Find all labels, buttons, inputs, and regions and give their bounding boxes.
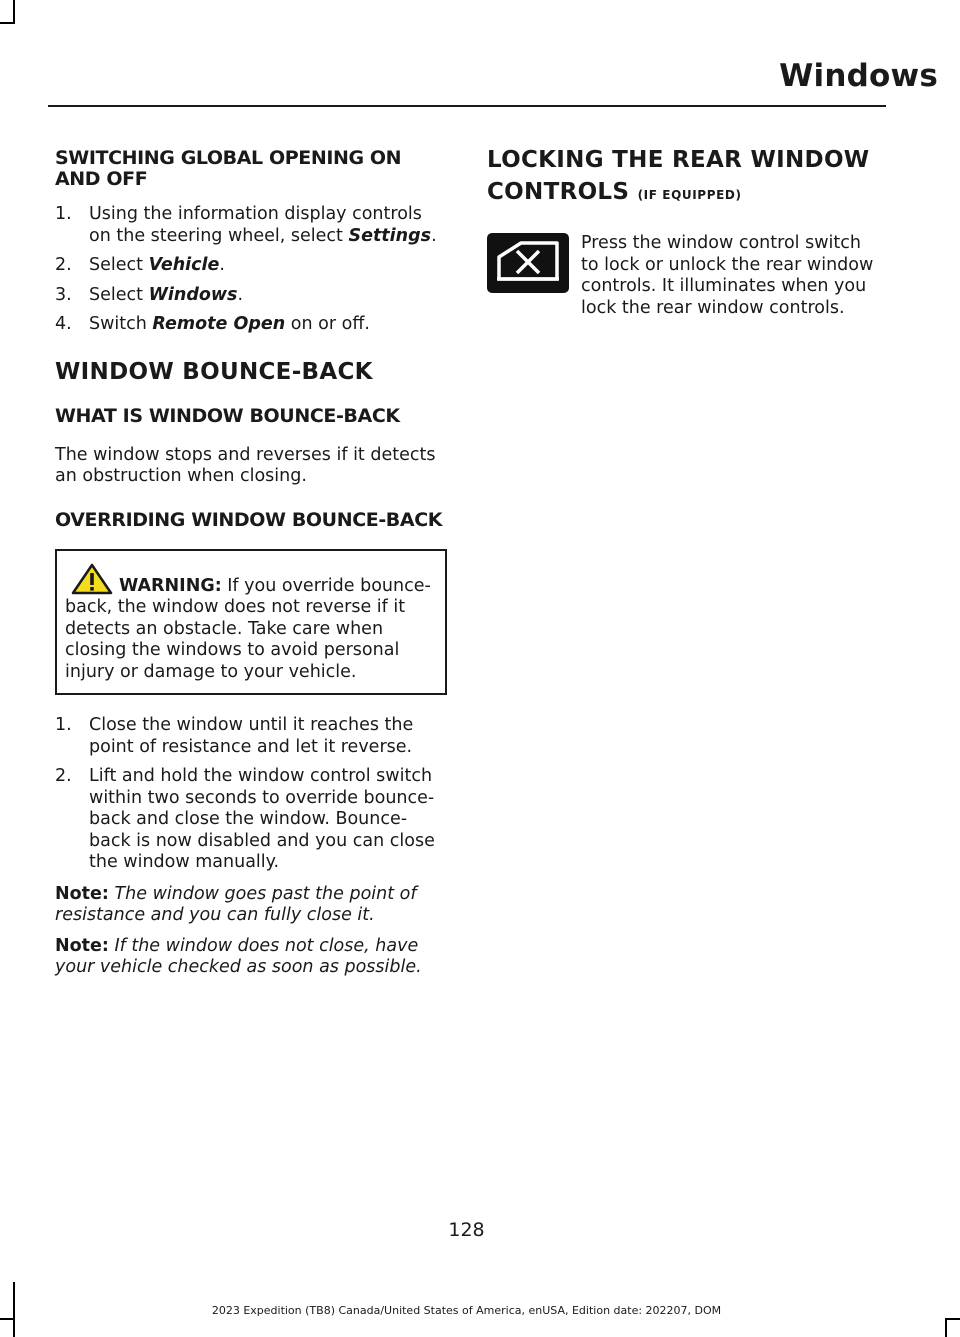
note xyxy=(55,884,447,927)
step-text: . xyxy=(431,225,437,246)
list-item xyxy=(55,204,447,247)
step-number: 3. xyxy=(55,284,72,305)
step-text: Using the information display controls on the steering wheel, select xyxy=(89,204,422,246)
note xyxy=(55,936,447,979)
left-column xyxy=(55,148,447,988)
header-divider xyxy=(48,105,886,107)
note-text: The window goes past the point of resistance and you can fully close it. xyxy=(55,883,417,925)
crop-mark xyxy=(13,0,15,22)
step-text: Switch xyxy=(89,314,153,334)
step-number: 1. xyxy=(55,204,72,224)
lock-description xyxy=(487,233,882,319)
step-text: . xyxy=(237,284,244,305)
crop-mark xyxy=(0,1318,15,1320)
note-text: If the window does not close, have your vehicle checked as soon as possible. xyxy=(55,935,422,977)
what-is-text: The window stops and reverses if it detects an obstruction when closing. xyxy=(55,444,436,486)
window-lock-symbol-icon xyxy=(487,233,569,293)
footer: 2023 Expedition (TB8) Canada/United States of America, enUSA, Edition date: 202207, DOM xyxy=(211,1304,722,1317)
locking-heading-line2: CONTROLS xyxy=(487,179,630,205)
lock-text: Press the window control switch to lock or unlock the rear window controls. It illuminates when you lock the rear window controls. xyxy=(581,233,874,318)
step-number: 4. xyxy=(55,314,72,334)
crop-mark xyxy=(945,1318,960,1320)
warning-label: WARNING: xyxy=(119,575,222,596)
menu-option-settings: Settings xyxy=(348,225,432,246)
crop-mark xyxy=(0,22,15,24)
warning-text: If you override bounce-back, the window does not reverse if it detects an obstacle. Take care when closing the windows to avoid personal injury or damage to your vehicle. xyxy=(65,575,431,682)
override-steps xyxy=(55,715,447,874)
list-item xyxy=(55,715,447,758)
locking-heading-line1: LOCKING THE REAR WINDOW xyxy=(487,147,870,173)
right-column xyxy=(487,146,882,337)
override-heading: OVERRIDING WINDOW BOUNCE-BACK xyxy=(55,508,443,531)
list-item xyxy=(55,255,447,277)
if-equipped-label: (IF EQUIPPED) xyxy=(637,188,742,202)
step-text: Select xyxy=(89,284,149,305)
step-text: Lift and hold the window control switch within two seconds to override bounce-back and close the window. Bounce-back is now disabled and you can close the window manually. xyxy=(89,766,435,872)
step-number: 1. xyxy=(55,715,72,735)
crop-mark xyxy=(945,1320,947,1337)
step-text: . xyxy=(219,255,225,275)
warning-triangle-icon xyxy=(71,563,113,595)
step-text: Select xyxy=(89,255,149,275)
step-number: 2. xyxy=(55,255,72,275)
window-lock-icon xyxy=(487,233,569,293)
step-number: 2. xyxy=(55,766,72,786)
note-label: Note: xyxy=(55,883,109,904)
menu-option-remote-open: Remote Open xyxy=(152,314,286,334)
what-is-heading: WHAT IS WINDOW BOUNCE-BACK xyxy=(55,404,400,427)
menu-option-vehicle: Vehicle xyxy=(148,255,220,275)
list-item xyxy=(55,285,447,307)
list-item xyxy=(55,766,447,874)
locking-heading xyxy=(487,146,882,174)
list-item xyxy=(55,314,447,336)
step-text: Close the window until it reaches the point of resistance and let it reverse. xyxy=(89,715,414,757)
locking-heading-cont xyxy=(487,178,882,209)
page-title: Windows xyxy=(779,58,938,94)
switching-heading: SWITCHING GLOBAL OPENING ON AND OFF xyxy=(55,147,402,190)
warning-box xyxy=(55,549,447,696)
page-number: 128 xyxy=(448,1219,485,1241)
step-text: on or off. xyxy=(285,314,370,334)
note-label: Note: xyxy=(55,935,109,956)
bounce-back-heading: WINDOW BOUNCE-BACK xyxy=(55,358,373,385)
switching-steps xyxy=(55,204,447,336)
menu-option-windows: Windows xyxy=(148,284,238,305)
